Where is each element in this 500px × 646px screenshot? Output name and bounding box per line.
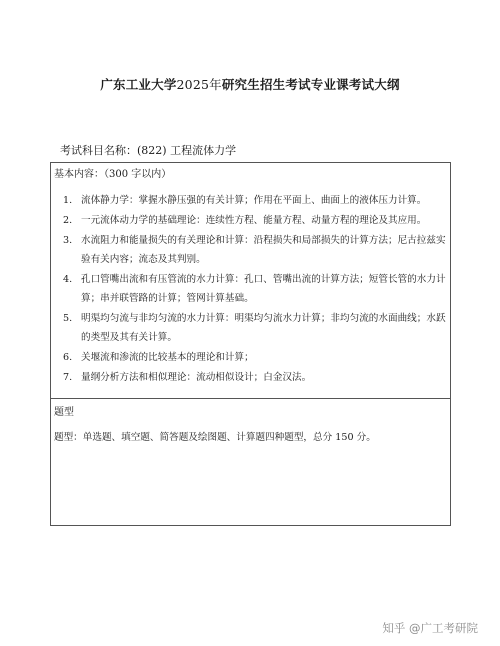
- list-item: [63, 270, 448, 308]
- types-heading: 题型: [54, 407, 74, 418]
- list-item: [63, 211, 448, 230]
- section-divider: [51, 398, 450, 399]
- document-title: [0, 75, 500, 93]
- item-text: 关堰流和渗流的比较基本的理论和计算；: [81, 352, 254, 363]
- subject-line: 考试科目名称：(822) 工程流体力学: [60, 144, 237, 157]
- title-rest: 研究生招生考试专业课考试大纲: [221, 77, 400, 92]
- list-item: [63, 231, 448, 269]
- item-text: 一元流体动力学的基础理论：连续性方程、能量方程、动量方程的理论及其应用。: [81, 215, 427, 226]
- question-types-text: 题型：单选题、填空题、简答题及绘图题、计算题四种题型，总分 150 分。: [54, 432, 376, 443]
- list-item: [63, 368, 448, 387]
- exam-year: 2025年: [176, 77, 222, 92]
- item-number: 1.: [63, 195, 73, 206]
- item-text: 明渠均匀流与非均匀流的水力计算：明渠均匀流水力计算；非均匀流的水面曲线；水跃的类型及其有关计算。: [81, 313, 446, 343]
- item-number: 2.: [63, 215, 73, 226]
- item-number: 4.: [63, 274, 73, 285]
- item-text: 流体静力学：掌握水静压强的有关计算；作用在平面上、曲面上的液体压力计算。: [81, 195, 427, 206]
- item-number: 7.: [63, 372, 73, 383]
- item-text: 水流阻力和能量损失的有关理论和计算：沿程损失和局部损失的计算方法；尼古拉兹实验有关内容；流态及其判别。: [81, 235, 446, 265]
- item-number: 3.: [63, 235, 73, 246]
- content-heading: 基本内容：（300 字以内）: [54, 169, 172, 180]
- school-name: 广东工业大学: [100, 77, 177, 92]
- list-item: [63, 191, 448, 210]
- list-item: [63, 348, 448, 367]
- syllabus-table: [50, 162, 451, 526]
- item-number: 6.: [63, 352, 73, 363]
- item-text: 孔口管嘴出流和有压管流的水力计算：孔口、管嘴出流的计算方法；短管长管的水力计算；串并联管路的计算；管网计算基础。: [81, 274, 446, 304]
- list-item: [63, 309, 448, 347]
- watermark: 知乎 @广工考研院: [382, 621, 478, 635]
- item-number: 5.: [63, 313, 73, 324]
- content-list: [63, 191, 448, 388]
- item-text: 量纲分析方法和相似理论：流动相似设计；白金汉法。: [81, 372, 312, 383]
